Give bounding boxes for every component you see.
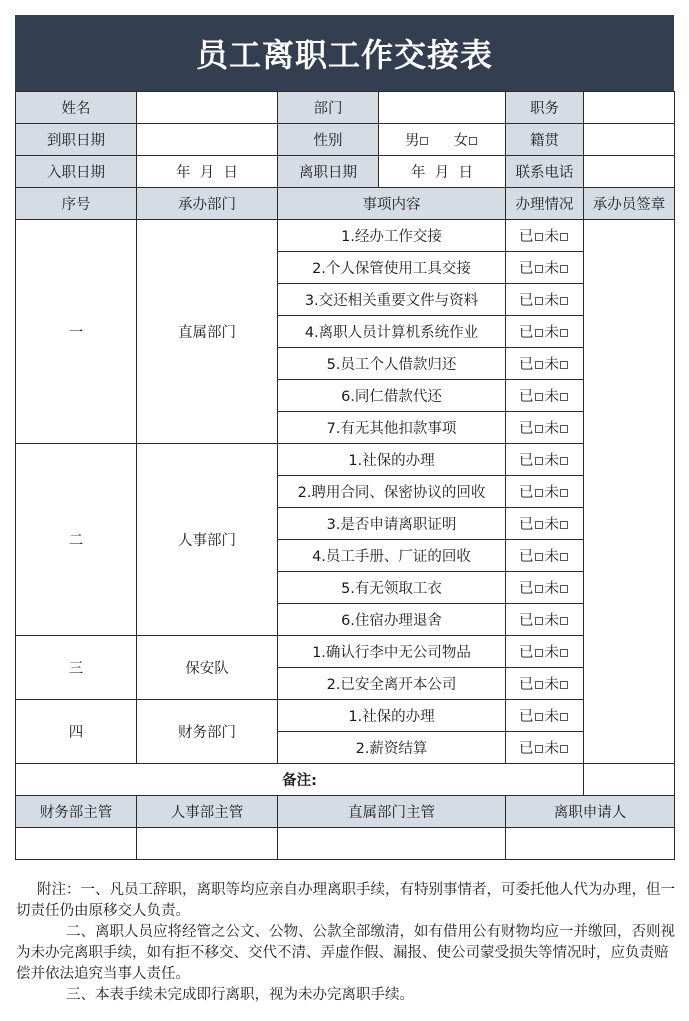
- status-yes-label: 已: [519, 357, 534, 373]
- group-dept: 保安队: [137, 636, 278, 700]
- status-no-checkbox[interactable]: [560, 521, 568, 529]
- onboard-date-field[interactable]: [137, 124, 278, 156]
- status-yes-checkbox[interactable]: [535, 457, 543, 465]
- table-row: [16, 700, 675, 732]
- status-no-checkbox[interactable]: [560, 489, 568, 497]
- item-status: [506, 540, 584, 572]
- info-row-3: [16, 156, 675, 188]
- status-yes-label: 已: [519, 229, 534, 245]
- sig-field-hr[interactable]: [137, 828, 278, 860]
- status-no-label: 未: [544, 229, 559, 245]
- phone-label: 联系电话: [506, 156, 584, 188]
- origin-field[interactable]: [584, 124, 675, 156]
- status-yes-checkbox[interactable]: [535, 521, 543, 529]
- status-no-label: 未: [544, 549, 559, 565]
- status-yes-checkbox[interactable]: [535, 329, 543, 337]
- status-no-checkbox[interactable]: [560, 393, 568, 401]
- gender-male-label: 男: [404, 133, 420, 149]
- status-yes-checkbox[interactable]: [535, 585, 543, 593]
- status-yes-checkbox[interactable]: [535, 489, 543, 497]
- status-no-checkbox[interactable]: [560, 361, 568, 369]
- entry-date-label: 入职日期: [16, 156, 137, 188]
- dept-field[interactable]: [379, 92, 506, 124]
- item-content: 6.同仁借款代还: [278, 380, 506, 412]
- note-3: 三、本表手续未完成即行离职，视为未办完离职手续。: [66, 987, 414, 1003]
- name-field[interactable]: [137, 92, 278, 124]
- group-number: 一: [16, 220, 137, 444]
- status-yes-label: 已: [519, 517, 534, 533]
- onboard-date-label: 到职日期: [16, 124, 137, 156]
- remarks-field[interactable]: [16, 764, 584, 796]
- status-no-checkbox[interactable]: [560, 585, 568, 593]
- sig-label-applicant: 离职申请人: [506, 796, 675, 828]
- female-checkbox[interactable]: [469, 137, 477, 145]
- col-header-item: 事项内容: [278, 188, 506, 220]
- status-no-label: 未: [544, 517, 559, 533]
- signature-row: [16, 828, 675, 860]
- status-no-checkbox[interactable]: [560, 457, 568, 465]
- status-yes-checkbox[interactable]: [535, 713, 543, 721]
- status-no-label: 未: [544, 325, 559, 341]
- col-header-status: 办理情况: [506, 188, 584, 220]
- status-no-label: 未: [544, 421, 559, 437]
- status-yes-label: 已: [519, 645, 534, 661]
- remarks-label: 备注:: [282, 773, 317, 789]
- status-no-label: 未: [544, 677, 559, 693]
- status-no-checkbox[interactable]: [560, 329, 568, 337]
- col-header-signature: 承办员签章: [584, 188, 675, 220]
- status-yes-checkbox[interactable]: [535, 617, 543, 625]
- col-header-no: 序号: [16, 188, 137, 220]
- item-status: [506, 220, 584, 252]
- status-no-label: 未: [544, 645, 559, 661]
- item-status: [506, 604, 584, 636]
- item-status: [506, 508, 584, 540]
- status-no-checkbox[interactable]: [560, 553, 568, 561]
- status-yes-label: 已: [519, 581, 534, 597]
- entry-date-field[interactable]: 年 月 日: [137, 156, 278, 188]
- item-content: 2.薪资结算: [278, 732, 506, 764]
- signature-header-row: [16, 796, 675, 828]
- status-yes-label: 已: [519, 389, 534, 405]
- status-no-label: 未: [544, 741, 559, 757]
- status-yes-label: 已: [519, 677, 534, 693]
- item-content: 1.社保的办理: [278, 444, 506, 476]
- handover-items: [16, 220, 675, 764]
- item-content: 3.交还相关重要文件与资料: [278, 284, 506, 316]
- note-2: 二、离职人员应将经管之公文、公物、公款全部缴清，如有借用公有财物均应一并缴回，否则视为未办完离职手续，如有拒不移交、交代不清、弄虚作假、漏报、使公司蒙受损失等情况时，应负责赔偿并依法追究当事人责任。: [16, 924, 675, 982]
- group-dept: 人事部门: [137, 444, 278, 636]
- status-yes-label: 已: [519, 613, 534, 629]
- item-status: [506, 284, 584, 316]
- status-no-checkbox[interactable]: [560, 649, 568, 657]
- status-no-label: 未: [544, 581, 559, 597]
- item-status: [506, 668, 584, 700]
- item-status: [506, 444, 584, 476]
- item-status: [506, 348, 584, 380]
- status-yes-checkbox[interactable]: [535, 361, 543, 369]
- remarks-extra: [584, 764, 675, 796]
- status-no-label: 未: [544, 389, 559, 405]
- status-no-checkbox[interactable]: [560, 745, 568, 753]
- table-row: [16, 636, 675, 668]
- leave-date-label: 离职日期: [278, 156, 379, 188]
- status-no-checkbox[interactable]: [560, 713, 568, 721]
- group-number: 三: [16, 636, 137, 700]
- sig-label-direct: 直属部门主管: [278, 796, 506, 828]
- group-number: 二: [16, 444, 137, 636]
- status-no-label: 未: [544, 485, 559, 501]
- status-yes-label: 已: [519, 421, 534, 437]
- item-status: [506, 380, 584, 412]
- item-content: 2.聘用合同、保密协议的回收: [278, 476, 506, 508]
- items-header-row: [16, 188, 675, 220]
- status-no-checkbox[interactable]: [560, 617, 568, 625]
- item-status: [506, 476, 584, 508]
- status-no-label: 未: [544, 357, 559, 373]
- dept-label: 部门: [278, 92, 379, 124]
- status-yes-label: 已: [519, 549, 534, 565]
- handler-signature-field[interactable]: [584, 220, 675, 764]
- status-yes-checkbox[interactable]: [535, 425, 543, 433]
- status-yes-label: 已: [519, 741, 534, 757]
- status-yes-checkbox[interactable]: [535, 553, 543, 561]
- status-no-label: 未: [544, 709, 559, 725]
- table-row: [16, 444, 675, 476]
- position-field[interactable]: [584, 92, 675, 124]
- handover-form: [15, 91, 675, 860]
- item-content: 4.离职人员计算机系统作业: [278, 316, 506, 348]
- status-yes-checkbox[interactable]: [535, 393, 543, 401]
- status-yes-checkbox[interactable]: [535, 297, 543, 305]
- item-content: 5.员工个人借款归还: [278, 348, 506, 380]
- status-no-label: 未: [544, 293, 559, 309]
- gender-label: 性别: [278, 124, 379, 156]
- status-yes-label: 已: [519, 485, 534, 501]
- item-content: 2.已安全离开本公司: [278, 668, 506, 700]
- table-row: [16, 220, 675, 252]
- status-no-label: 未: [544, 261, 559, 277]
- item-content: 3.是否申请离职证明: [278, 508, 506, 540]
- status-no-label: 未: [544, 613, 559, 629]
- position-label: 职务: [506, 92, 584, 124]
- item-status: [506, 252, 584, 284]
- gender-female-label: 女: [453, 133, 469, 149]
- item-content: 1.社保的办理: [278, 700, 506, 732]
- form-title: 员工离职工作交接表: [15, 15, 674, 91]
- item-content: 2.个人保管使用工具交接: [278, 252, 506, 284]
- sig-field-finance[interactable]: [16, 828, 137, 860]
- status-yes-checkbox[interactable]: [535, 681, 543, 689]
- item-status: [506, 732, 584, 764]
- status-yes-label: 已: [519, 709, 534, 725]
- name-label: 姓名: [16, 92, 137, 124]
- status-yes-label: 已: [519, 293, 534, 309]
- status-yes-label: 已: [519, 261, 534, 277]
- item-status: [506, 636, 584, 668]
- male-checkbox[interactable]: [420, 137, 428, 145]
- status-yes-checkbox[interactable]: [535, 649, 543, 657]
- sig-label-hr: 人事部主管: [137, 796, 278, 828]
- group-dept: 财务部门: [137, 700, 278, 764]
- item-status: [506, 412, 584, 444]
- status-no-checkbox[interactable]: [560, 681, 568, 689]
- status-yes-label: 已: [519, 325, 534, 341]
- item-status: [506, 572, 584, 604]
- status-no-checkbox[interactable]: [560, 233, 568, 241]
- item-status: [506, 316, 584, 348]
- info-row-2: [16, 124, 675, 156]
- item-content: 1.经办工作交接: [278, 220, 506, 252]
- status-no-checkbox[interactable]: [560, 297, 568, 305]
- status-no-checkbox[interactable]: [560, 425, 568, 433]
- sig-label-finance: 财务部主管: [16, 796, 137, 828]
- status-yes-checkbox[interactable]: [535, 745, 543, 753]
- note-1: 附注：一、凡员工辞职，离职等均应亲自办理离职手续，有特别事情者，可委托他人代为办理，但一切责任仍由原移交人负责。: [16, 882, 675, 919]
- item-content: 6.住宿办理退舍: [278, 604, 506, 636]
- origin-label: 籍贯: [506, 124, 584, 156]
- status-yes-checkbox[interactable]: [535, 265, 543, 273]
- status-yes-checkbox[interactable]: [535, 233, 543, 241]
- remarks-row: [16, 764, 675, 796]
- item-content: 4.员工手册、厂证的回收: [278, 540, 506, 572]
- status-no-label: 未: [544, 453, 559, 469]
- status-no-checkbox[interactable]: [560, 265, 568, 273]
- notes: [16, 880, 676, 1006]
- col-header-dept: 承办部门: [137, 188, 278, 220]
- item-content: 1.确认行李中无公司物品: [278, 636, 506, 668]
- gender-field[interactable]: [379, 124, 506, 156]
- sig-field-direct[interactable]: [278, 828, 506, 860]
- info-row-1: [16, 92, 675, 124]
- leave-date-field[interactable]: 年 月 日: [379, 156, 506, 188]
- group-dept: 直属部门: [137, 220, 278, 444]
- item-content: 7.有无其他扣款事项: [278, 412, 506, 444]
- group-number: 四: [16, 700, 137, 764]
- item-content: 5.有无领取工衣: [278, 572, 506, 604]
- phone-field[interactable]: [584, 156, 675, 188]
- sig-field-applicant[interactable]: [506, 828, 675, 860]
- status-yes-label: 已: [519, 453, 534, 469]
- item-status: [506, 700, 584, 732]
